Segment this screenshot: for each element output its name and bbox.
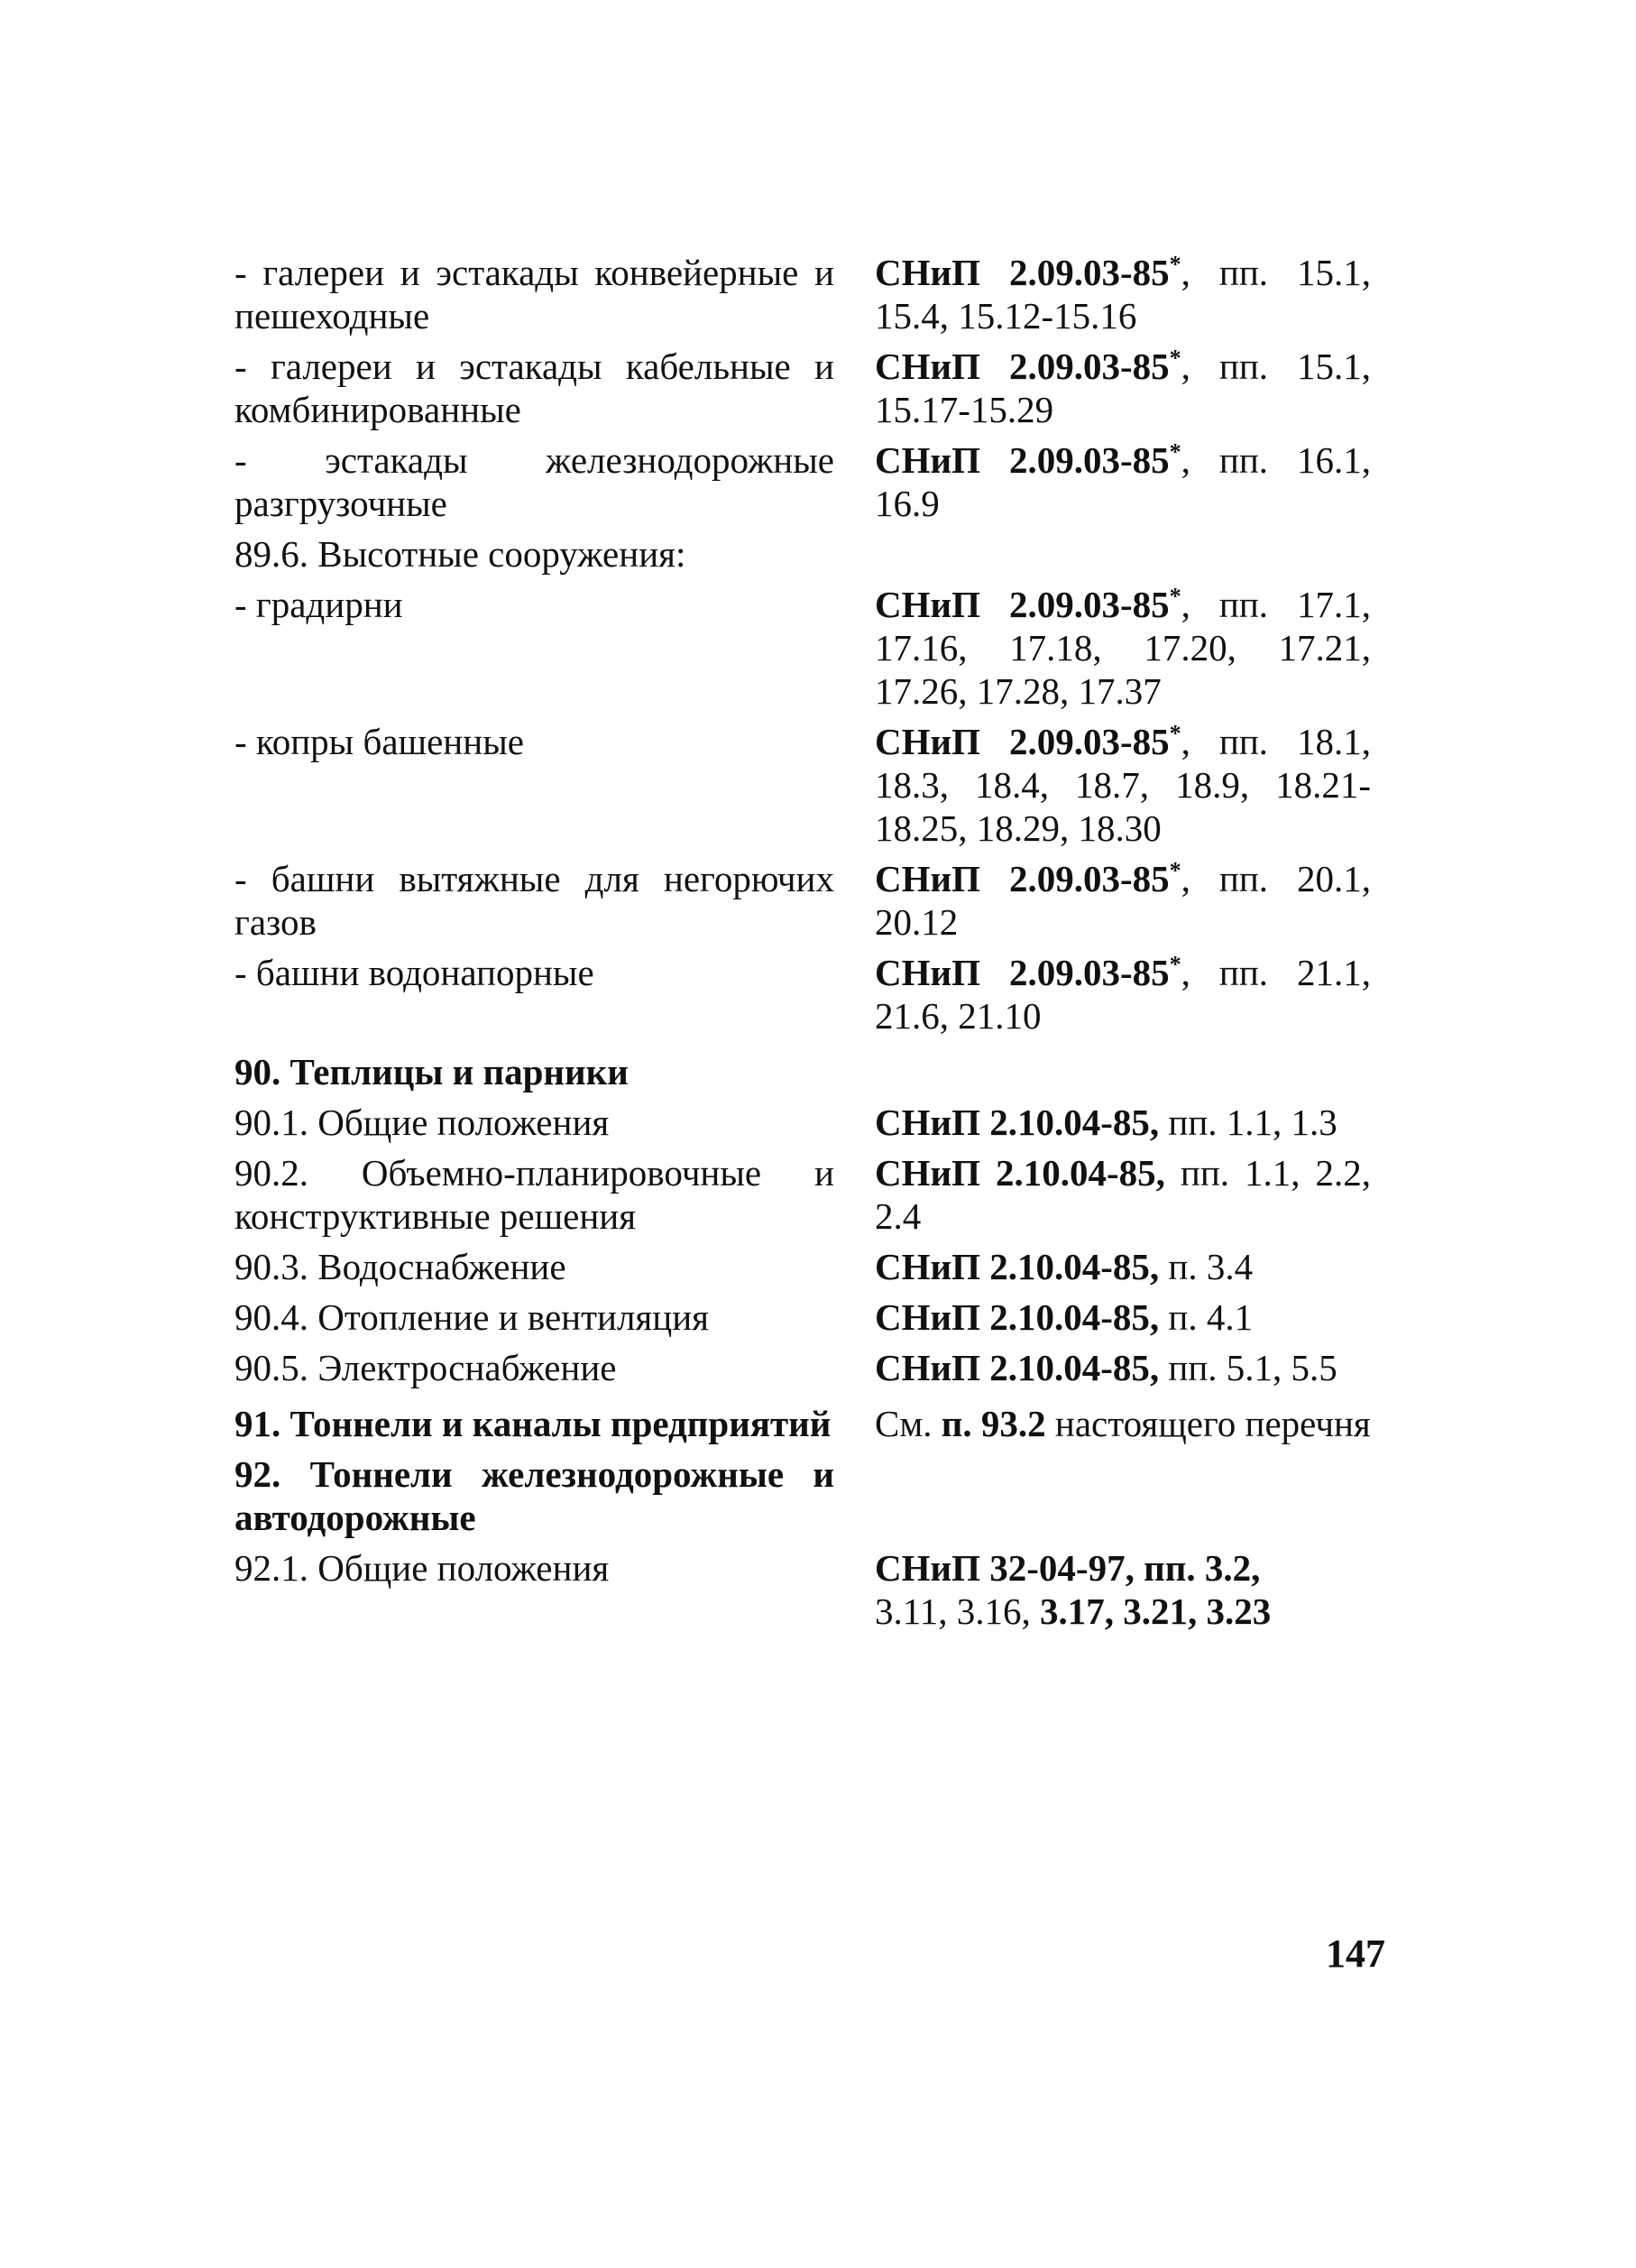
star-mark: * xyxy=(1169,251,1181,278)
table-row xyxy=(234,1151,1371,1238)
item-name: - копры башенные xyxy=(234,721,524,762)
clauses: , пп. 16.1, 16.9 xyxy=(875,439,1371,524)
norm-code: СНиП 2.10.04-85, xyxy=(875,1296,1160,1338)
item-reference xyxy=(875,1245,1371,1288)
item-reference xyxy=(875,251,1371,337)
item-reference xyxy=(875,1151,1371,1238)
norm-code: СНиП 2.10.04-85, xyxy=(875,1347,1160,1388)
star-mark: * xyxy=(1169,951,1181,978)
clauses-bold: 3.17, 3.21, 3.23 xyxy=(1039,1590,1272,1632)
table-row xyxy=(234,1546,1371,1633)
table-row xyxy=(234,438,1371,525)
norm-code: СНиП 2.09.03-85 xyxy=(875,439,1170,481)
section-heading-row xyxy=(234,1402,1371,1445)
page-number: 147 xyxy=(1326,1931,1385,1976)
cross-ref-prefix: См. xyxy=(875,1403,942,1444)
table-row xyxy=(234,1245,1371,1288)
table-row xyxy=(234,1346,1371,1389)
norm-code: СНиП 2.09.03-85 xyxy=(875,952,1170,993)
item-name: 90.5. Электроснабжение xyxy=(234,1347,617,1388)
section-heading-row xyxy=(234,1452,1371,1539)
table-row xyxy=(234,857,1371,944)
norm-code: СНиП 2.09.03-85 xyxy=(875,584,1170,625)
reference-table xyxy=(234,251,1371,1640)
norm-code: СНиП 2.09.03-85 xyxy=(875,721,1170,762)
item-name: 92.1. Общие положения xyxy=(234,1547,610,1589)
clauses: , пп. 21.1, 21.6, 21.10 xyxy=(875,952,1371,1037)
item-reference xyxy=(875,1101,1371,1144)
table-row xyxy=(234,1101,1371,1144)
norm-code: СНиП 2.09.03-85 xyxy=(875,252,1170,293)
star-mark: * xyxy=(1169,438,1181,466)
cross-reference xyxy=(875,1402,1371,1445)
section-heading: 90. Теплицы и парники xyxy=(234,1051,629,1093)
norm-code: СНиП 2.10.04-85, xyxy=(875,1152,1165,1194)
norm-code: СНиП 2.09.03-85 xyxy=(875,346,1170,387)
item-name: - башни вытяжные для негорючих газов xyxy=(234,858,834,943)
item-reference xyxy=(875,1295,1371,1339)
clauses: , пп. 20.1, 20.12 xyxy=(875,858,1371,943)
item-name: - галереи и эстакады кабельные и комбинированные xyxy=(234,346,834,430)
clauses-plain: 3.11, 3.16, xyxy=(875,1590,1040,1632)
cross-ref-suffix: настоящего перечня xyxy=(1045,1403,1371,1444)
table-row xyxy=(234,720,1371,850)
item-reference xyxy=(875,951,1371,1037)
star-mark: * xyxy=(1169,720,1181,747)
table-row xyxy=(234,1295,1371,1339)
clauses: , пп. 15.1, 15.4, 15.12-15.16 xyxy=(875,252,1371,337)
norm-code: СНиП 2.10.04-85, xyxy=(875,1102,1160,1143)
clauses: пп. 5.1, 5.5 xyxy=(1159,1347,1337,1388)
section-heading: 92. Тоннели железнодорожные и автодорожные xyxy=(234,1453,834,1538)
table-row xyxy=(234,251,1371,337)
star-mark: * xyxy=(1169,583,1181,610)
item-reference xyxy=(875,720,1371,850)
item-reference xyxy=(875,438,1371,525)
clauses: , пп. 17.1, 17.16, 17.18, 17.20, 17.21, 17.26, 17.28, 17.37 xyxy=(875,584,1371,712)
table-row xyxy=(234,583,1371,713)
item-reference xyxy=(875,1346,1371,1389)
table-row xyxy=(234,951,1371,1037)
clauses: пп. 1.1, 1.3 xyxy=(1159,1102,1337,1143)
norm-code: СНиП 32-04-97, пп. 3.2, xyxy=(875,1547,1261,1589)
item-reference xyxy=(875,345,1371,431)
star-mark: * xyxy=(1169,345,1181,372)
cross-ref-target: п. 93.2 xyxy=(941,1403,1046,1444)
clauses: п. 3.4 xyxy=(1159,1246,1254,1287)
item-reference xyxy=(875,1546,1371,1633)
clauses: пп. 1.1, 2.2, 2.4 xyxy=(875,1152,1371,1237)
norm-code: СНиП 2.10.04-85, xyxy=(875,1246,1160,1287)
star-mark: * xyxy=(1169,857,1181,884)
item-name: 90.4. Отопление и вентиляция xyxy=(234,1296,710,1338)
item-name: - башни водонапорные xyxy=(234,952,594,993)
norm-code: СНиП 2.09.03-85 xyxy=(875,858,1170,899)
table-row xyxy=(234,345,1371,431)
clauses: п. 4.1 xyxy=(1159,1296,1254,1338)
item-name: - эстакады железнодорожные разгрузочные xyxy=(234,439,834,524)
table-row xyxy=(234,532,1371,576)
item-name: 90.1. Общие положения xyxy=(234,1102,610,1143)
item-name: 90.2. Объемно-планировочные и конструктивные решения xyxy=(234,1152,834,1237)
section-heading: 91. Тоннели и каналы предприятий xyxy=(234,1403,832,1444)
item-reference xyxy=(875,583,1371,713)
item-name: 89.6. Высотные сооружения: xyxy=(234,533,686,575)
clauses: , пп. 18.1, 18.3, 18.4, 18.7, 18.9, 18.21-18.25, 18.29, 18.30 xyxy=(875,721,1371,849)
item-name: - галереи и эстакады конвейерные и пешеходные xyxy=(234,252,834,337)
item-reference xyxy=(875,857,1371,944)
section-heading-row xyxy=(234,1050,1371,1093)
item-name: 90.3. Водоснабжение xyxy=(234,1246,566,1287)
item-name: - градирни xyxy=(234,584,403,625)
clauses: , пп. 15.1, 15.17-15.29 xyxy=(875,346,1371,430)
